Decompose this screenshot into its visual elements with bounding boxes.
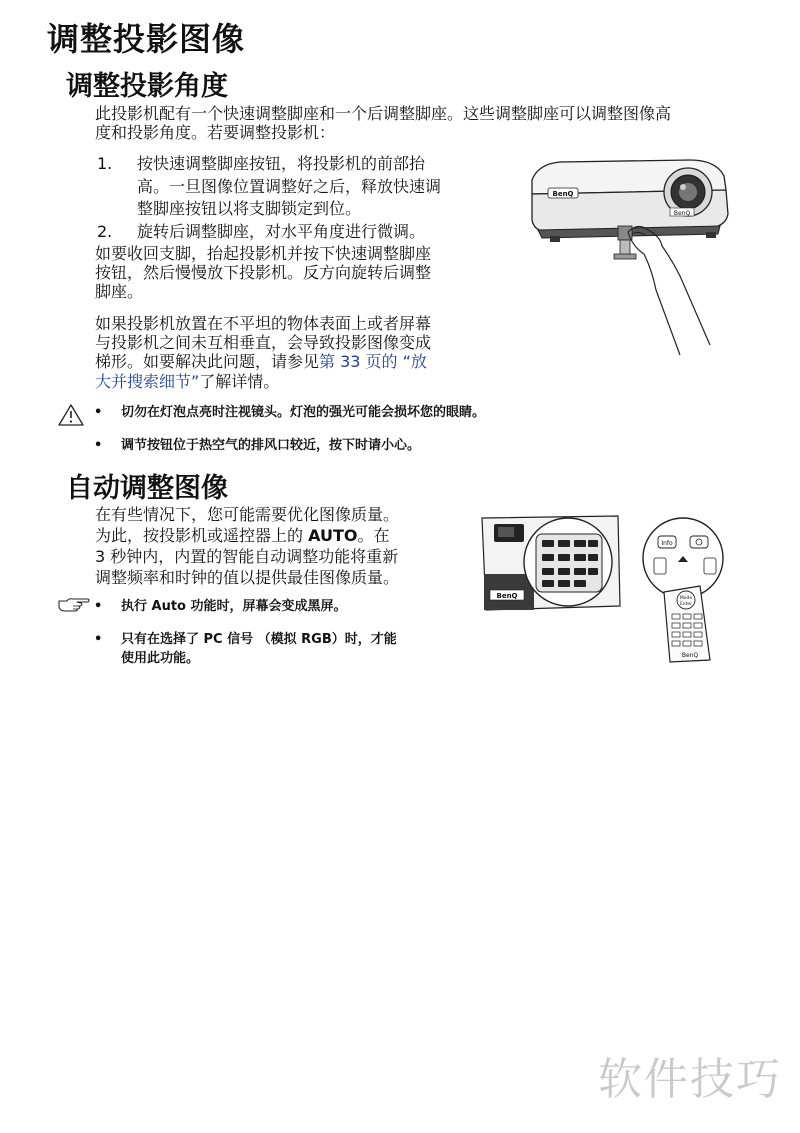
projector-brand-label: BenQ [552,190,574,198]
remote-enter-label: Enter [679,602,693,607]
auto-line-3: 3 秒钟内，内置的智能自动调整功能将重新 [95,547,399,566]
auto-line-2-post: 。在 [357,526,390,545]
step-2-number: 2. [97,222,113,241]
warning-icon [57,403,85,427]
step-2-line-1: 旋转后调整脚座，对水平角度进行微调。 [137,222,426,241]
auto-line-4: 调整频率和时钟的值以提供最佳图像质量。 [95,568,400,587]
note-2-line-1: 只有在选择了 PC 信号 （模拟 RGB）时，才能 [121,632,397,647]
note-1-text: 执行 Auto 功能时，屏幕会变成黑屏。 [121,599,347,614]
warning-2-text: 调节按钮位于热空气的排风口较近，按下时请小心。 [121,438,421,453]
zoom-detail-link[interactable]: 大并搜索细节” [95,372,200,391]
watermark: 软件技巧 [598,1054,782,1105]
uneven-line-4-text: 了解详情。 [199,372,280,391]
uneven-line-3 [95,352,427,371]
projector-brand-label-2: BenQ [673,210,691,217]
section-heading-auto-adjust: 自动调整图像 [66,473,228,504]
auto-button-illustration [478,510,748,665]
auto-line-2 [95,526,390,545]
note-2-bullet: • [94,632,103,647]
auto-key-label: AUTO [308,526,358,545]
uneven-line-4 [95,372,279,391]
auto-line-2-pre: 为此，按投影机或遥控器上的 [95,526,309,545]
intro-line-1: 此投影机配有一个快速调整脚座和一个后调整脚座。这些调整脚座可以调整图像高 [95,104,672,123]
page-title: 调整投影图像 [47,20,246,58]
pointing-hand-icon [57,595,91,613]
warning-1-bullet: • [94,405,103,420]
intro-line-2: 度和投影角度。若要调整投影机： [95,123,336,142]
step-1-line-1: 按快速调整脚座按钮，将投影机的前部抬 [137,154,426,173]
retract-line-1: 如要收回支脚，抬起投影机并按下快速调整脚座 [95,244,432,263]
section-heading-adjust-angle: 调整投影角度 [66,71,228,102]
retract-line-2: 按钮，然后慢慢放下投影机。反方向旋转后调整 [95,263,432,282]
remote-info-label: Info [661,540,673,547]
warning-1-text: 切勿在灯泡点亮时注视镜头。灯泡的强光可能会损坏您的眼睛。 [121,405,486,420]
warning-2-bullet: • [94,438,103,453]
auto-line-1: 在有些情况下，您可能需要优化图像质量。 [95,505,400,524]
step-1-line-2: 高。一旦图像位置调整好之后，释放快速调 [137,177,442,196]
uneven-line-2: 与投影机之间未互相垂直，会导致投影图像变成 [95,333,432,352]
retract-line-3: 脚座。 [95,282,144,301]
step-1-line-3: 整脚座按钮以将支脚锁定到位。 [137,199,362,218]
panel-brand-label: BenQ [496,592,518,600]
uneven-line-3-text: 梯形。如要解决此问题，请参见 [95,352,320,371]
projector-foot-illustration [520,150,745,360]
step-1-number: 1. [97,154,113,173]
remote-brand-label: BenQ [681,652,699,659]
note-1-bullet: • [94,599,103,614]
note-2-line-2: 使用此功能。 [121,651,200,666]
page-33-link[interactable]: 第 33 页的 “放 [319,352,427,371]
uneven-line-1: 如果投影机放置在不平坦的物体表面上或者屏幕 [95,314,432,333]
remote-mode-label: Mode [679,596,693,601]
